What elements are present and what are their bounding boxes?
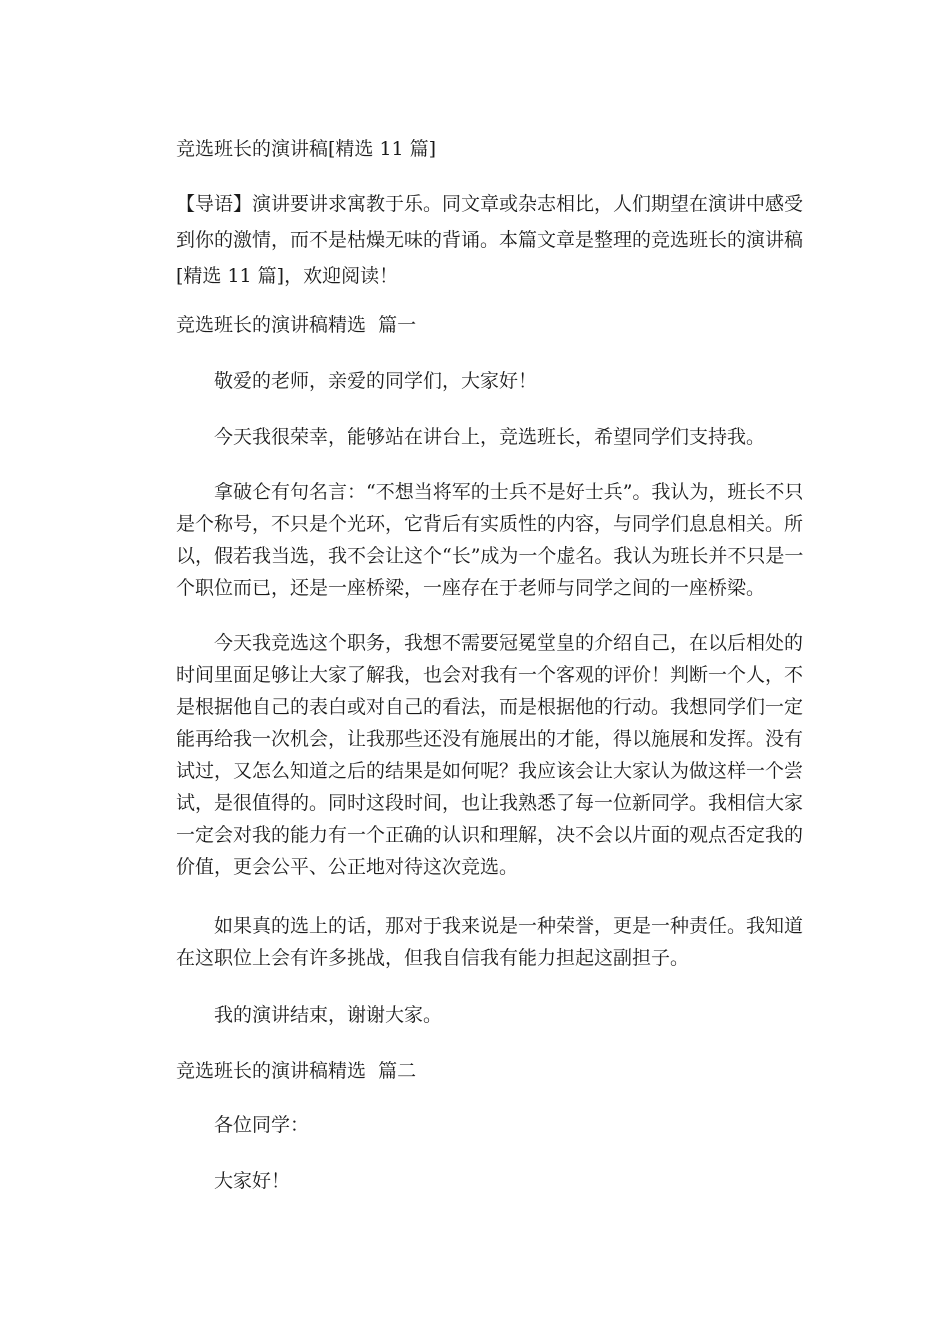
section1-heading: 竞选班长的演讲稿精选 篇一	[176, 314, 417, 336]
section2-greeting-1: 各位同学：	[214, 1114, 310, 1136]
section2-greeting-2: 大家好！	[214, 1170, 291, 1192]
section1-paragraph-1: 今天我很荣幸，能够站在讲台上，竞选班长，希望同学们支持我。	[214, 426, 766, 448]
intro-paragraph: 【导语】演讲要讲求寓教于乐。同文章或杂志相比，人们期望在演讲中感受到你的激情，而不是枯燥无味的背诵。本篇文章是整理的竞选班长的演讲稿[精选 11 篇]，欢迎阅读！	[176, 193, 804, 287]
section2-heading: 竞选班长的演讲稿精选 篇二	[176, 1060, 417, 1082]
section1-paragraph-2: 拿破仑有句名言：“不想当将军的士兵不是好士兵”。我认为，班长不只是个称号，不只是个光环，它背后有实质性的内容，与同学们息息相关。所以，假若我当选，我不会让这个“长”成为一个虚名。我认为班长并不只是一个职位而已，还是一座桥梁，一座存在于老师与同学之间的一座桥梁。	[176, 481, 804, 599]
document-title: 竞选班长的演讲稿[精选 11 篇]	[176, 138, 437, 160]
section1-paragraph-3: 今天我竞选这个职务，我想不需要冠冕堂皇的介绍自己，在以后相处的时间里面足够让大家了解我，也会对我有一个客观的评价！判断一个人，不是根据他自己的表白或对自己的看法，而是根据他的行动。我想同学们一定能再给我一次机会，让我那些还没有施展出的才能，得以施展和发挥。没有试过，又怎么知道之后的结果是如何呢？我应该会让大家认为做这样一个尝试，是很值得的。同时这段时间，也让我熟悉了每一位新同学。我相信大家一定会对我的能力有一个正确的认识和理解，决不会以片面的观点否定我的价值，更会公平、公正地对待这次竞选。	[176, 632, 804, 878]
section1-paragraph-5: 我的演讲结束，谢谢大家。	[214, 1004, 443, 1026]
section1-paragraph-4: 如果真的选上的话，那对于我来说是一种荣誉，更是一种责任。我知道在这职位上会有许多挑战，但我自信我有能力担起这副担子。	[176, 915, 804, 969]
section1-greeting: 敬爱的老师，亲爱的同学们，大家好！	[214, 370, 538, 392]
